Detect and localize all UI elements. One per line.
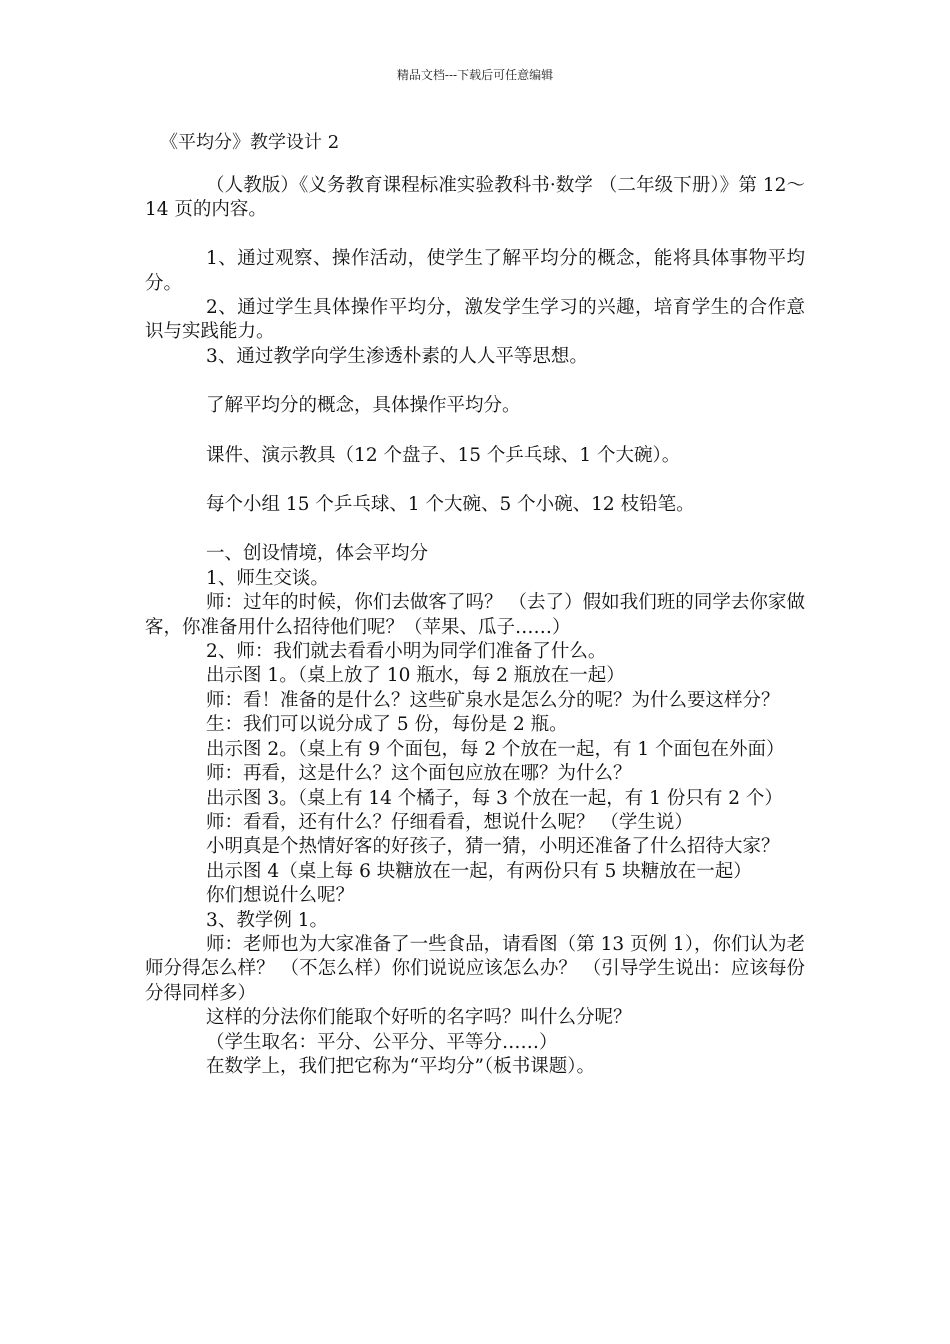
learning-aids: 每个小组 15 个乒乓球、1 个大碗、5 个小碗、12 枝铅笔。 [206,494,695,516]
dialogue-paragraph: 2、师：我们就去看看小明为同学们准备了什么。 [206,641,607,663]
dialogue-paragraph: 师：看看，还有什么？仔细看看，想说什么呢？ （学生说） [206,811,693,833]
dialogue-paragraph: 在数学上，我们把它称为“平均分”（板书课题）。 [206,1055,595,1077]
section-heading-1: 一、创设情境，体会平均分 [206,543,429,565]
key-point: 了解平均分的概念，具体操作平均分。 [206,395,521,417]
dialogue-paragraph: 小明真是个热情好客的好孩子，猜一猜，小明还准备了什么招待大家？ [206,836,780,858]
dialogue-paragraph: 你们想说什么呢？ [206,885,355,907]
dialogue-paragraph: 出示图 3。（桌上有 14 个橘子，每 3 个放在一起，有 1 份只有 2 个） [206,787,783,809]
page-header: 精品文档---下载后可任意编辑 [396,68,554,82]
dialogue-paragraph: 生：我们可以说分成了 5 份，每份是 2 瓶。 [206,714,568,736]
dialogue-paragraph: 出示图 2。（桌上有 9 个面包，每 2 个放在一起，有 1 个面包在外面） [206,738,785,760]
dialogue-paragraph: 师：老师也为大家准备了一些食品，请看图（第 13 页例 1），你们认为老师分得怎么样？ （不怎么样）你们说说应该怎么办？ （引导学生说出：应该每份分得同样多） [145,933,805,1004]
dialogue-paragraph: 这样的分法你们能取个好听的名字吗？叫什么分呢？ [206,1007,632,1029]
objective-2: 2、通过学生具体操作平均分，激发学生学习的兴趣，培育学生的合作意识与实践能力。 [145,297,805,343]
dialogue-paragraph: 出示图 4（桌上每 6 块糖放在一起，有两份只有 5 块糖放在一起） [206,860,752,882]
document-body [145,174,805,1079]
content-scope-paragraph: （人教版）《义务教育课程标准实验教科书·数学 （二年级下册）》第 12～14 页的内容。 [145,175,805,221]
objective-1: 1、通过观察、操作活动，使学生了解平均分的概念，能将具体事物平均分。 [145,248,805,294]
objective-3: 3、通过教学向学生渗透朴素的人人平等思想。 [206,345,588,367]
step-1: 1、师生交谈。 [206,567,329,589]
dialogue-paragraph: （学生取名：平分、公平分、平等分……） [206,1031,558,1053]
dialogue-paragraph: 师：看！准备的是什么？这些矿泉水是怎么分的呢？为什么要这样分？ [206,689,780,711]
step-3: 3、教学例 1。 [206,909,328,931]
document-title: 《平均分》教学设计 2 [160,132,340,153]
dialogue-paragraph: 出示图 1。（桌上放了 10 瓶水，每 2 瓶放在一起） [206,665,625,687]
dialogue-paragraph: 师：过年的时候，你们去做客了吗？ （去了）假如我们班的同学去你家做客，你准备用什么招待他们呢？（苹果、瓜子……） [145,592,805,638]
dialogue-paragraph: 师：再看，这是什么？这个面包应放在哪？为什么？ [206,763,632,785]
teaching-aids: 课件、演示教具（12 个盘子、15 个乒乓球、1 个大碗）。 [206,444,681,466]
